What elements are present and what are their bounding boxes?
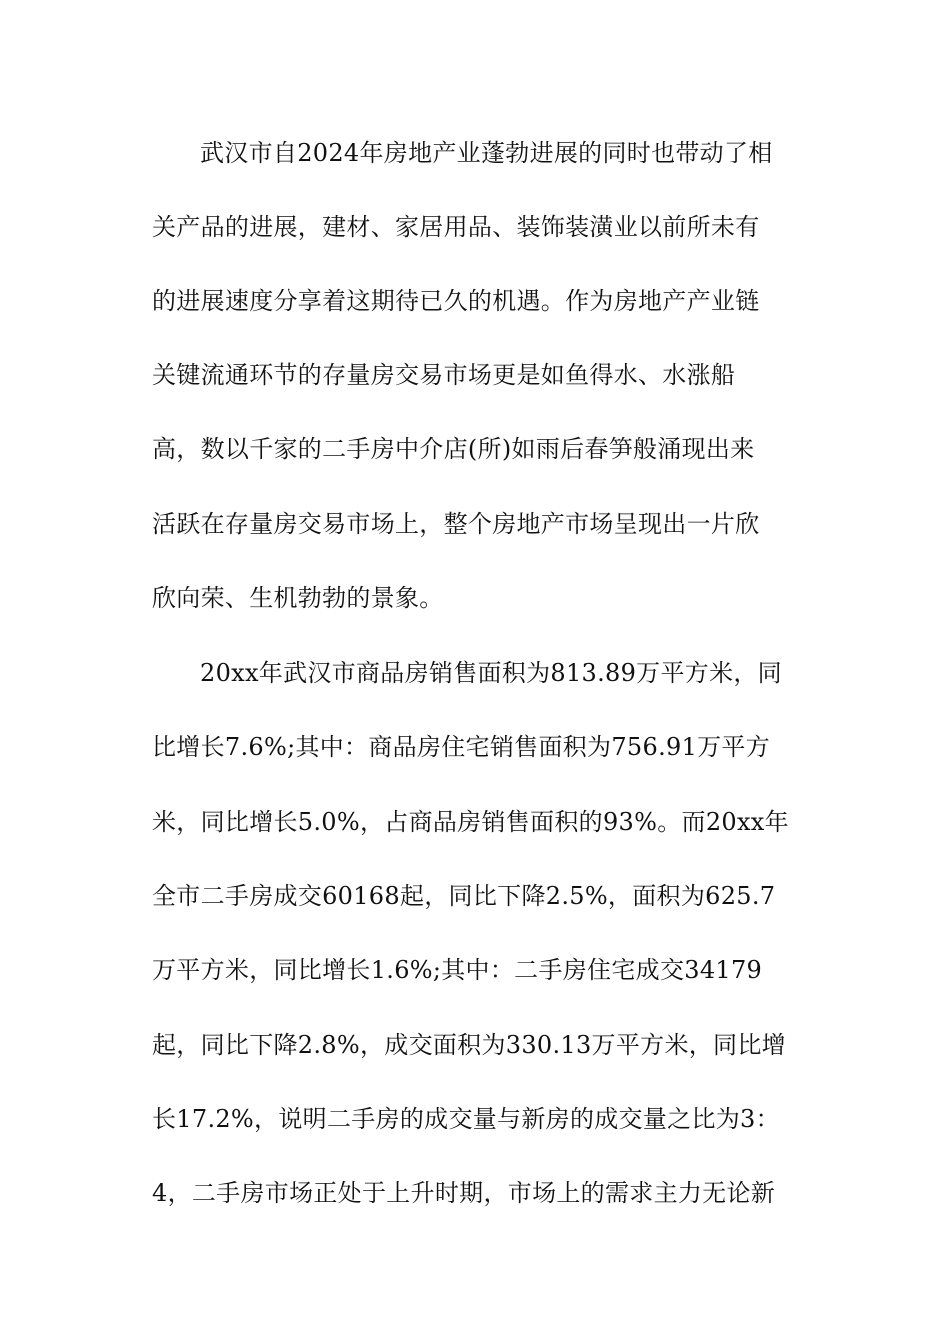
paragraph-1-line-7: 欣向荣、生机勃勃的景象。 xyxy=(152,584,444,612)
paragraph-2-line-6: 起，同比下降2.8%，成交面积为330.13万平方米，同比增 xyxy=(152,1031,786,1059)
paragraph-1-line-4: 关键流通环节的存量房交易市场更是如鱼得水、水涨船 xyxy=(152,361,736,389)
paragraph-2-line-4: 全市二手房成交60168起，同比下降2.5%，面积为625.7 xyxy=(152,882,776,910)
paragraph-2-line-7: 长17.2%，说明二手房的成交量与新房的成交量之比为3： xyxy=(152,1105,780,1133)
paragraph-2-line-8: 4，二手房市场正处于上升时期，市场上的需求主力无论新 xyxy=(152,1179,776,1207)
paragraph-2-line-3: 米，同比增长5.0%，占商品房销售面积的93%。而20xx年 xyxy=(152,808,789,836)
paragraph-1-line-5: 高，数以千家的二手房中介店(所)如雨后春笋般涌现出来 xyxy=(152,435,755,463)
paragraph-2-line-1: 20xx年武汉市商品房销售面积为813.89万平方米，同 xyxy=(200,659,782,687)
paragraph-1-line-6: 活跃在存量房交易市场上，整个房地产市场呈现出一片欣 xyxy=(152,510,760,538)
paragraph-1-line-3: 的进展速度分享着这期待已久的机遇。作为房地产产业链 xyxy=(152,287,760,315)
paragraph-1-line-1: 武汉市自2024年房地产业蓬勃进展的同时也带动了相 xyxy=(200,139,773,167)
paragraph-2-line-5: 万平方米，同比增长1.6%;其中：二手房住宅成交34179 xyxy=(152,956,763,984)
paragraph-2-line-2: 比增长7.6%;其中：商品房住宅销售面积为756.91万平方 xyxy=(152,733,771,761)
paragraph-1-line-2: 关产品的进展，建材、家居用品、装饰装潢业以前所未有 xyxy=(152,213,760,241)
